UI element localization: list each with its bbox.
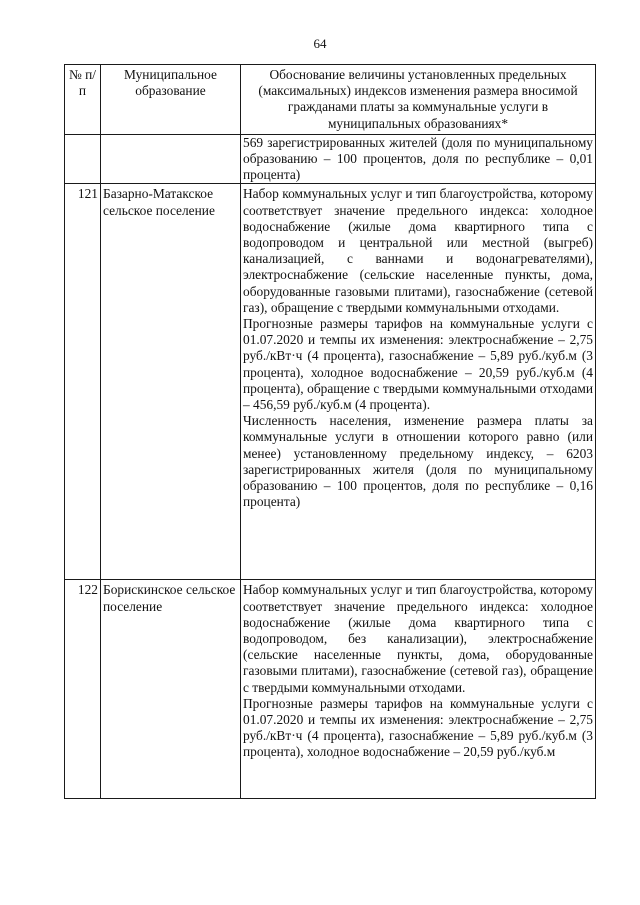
row-justification bbox=[241, 184, 596, 580]
justification-paragraph: Численность населения, изменение размера платы за коммунальные услуги в отношении которого равно (или менее) установленному предельному индексу, – 6203 зарегистрированных жителя (доля по муниципальному образованию – 100 процентов, доля по республике – 0,16 процента) bbox=[243, 413, 593, 510]
page-number: 64 bbox=[313, 36, 327, 51]
justification-paragraph: Прогнозные размеры тарифов на коммунальные услуги с 01.07.2020 и темпы их изменения: электроснабжение – 2,75 руб./кВт·ч (4 процента), газоснабжение – 5,89 руб./куб.м (3 процента), холодное водоснабжение – 20,59 руб./куб.м bbox=[243, 695, 593, 760]
row-justification bbox=[241, 134, 596, 184]
row-municipality bbox=[101, 134, 241, 184]
tariff-index-table bbox=[64, 64, 596, 799]
row-municipality: Базарно-Матакское сельское поселение bbox=[101, 184, 241, 580]
table-row bbox=[65, 580, 596, 799]
justification-paragraph: Набор коммунальных услуг и тип благоустройства, которому соответствует значение предельного индекса: холодное водоснабжение (жилые дома квартирного типа с водопроводом, без канализации), электроснабжение (сельские населенные пункты, дома, оборудованные газовыми плитами), газоснабжение (сетевой газ), обращение с твердыми коммунальными отходами. bbox=[243, 582, 593, 695]
row-justification bbox=[241, 580, 596, 799]
header-municipality: Муниципальное образование bbox=[101, 65, 241, 135]
table-row bbox=[65, 184, 596, 580]
justification-paragraph: Набор коммунальных услуг и тип благоустройства, которому соответствует значение предельного индекса: холодное водоснабжение (жилые дома квартирного типа с водопроводом и центральной или местной (выгреб) канализацией, с ваннами и водонагревателями), электроснабжение (сельские населенные пункты, дома, оборудованные газовыми плитами), газоснабжение (сетевой газ), обращение с твердыми коммунальными отходами. bbox=[243, 186, 593, 315]
row-municipality: Борискинское сельское поселение bbox=[101, 580, 241, 799]
header-justification: Обоснование величины установленных предельных (максимальных) индексов изменения размера вносимой гражданами платы за коммунальные услуги в муниципальных образованиях* bbox=[241, 65, 596, 135]
row-number bbox=[65, 134, 101, 184]
row-number: 121 bbox=[65, 184, 101, 580]
header-number: № п/п bbox=[65, 65, 101, 135]
table-header-row bbox=[65, 65, 596, 135]
justification-paragraph: Прогнозные размеры тарифов на коммунальные услуги с 01.07.2020 и темпы их изменения: электроснабжение – 2,75 руб./кВт·ч (4 процента), газоснабжение – 5,89 руб./куб.м (3 процента), холодное водоснабжение – 20,59 руб./куб.м (4 процента), обращение с твердыми коммунальными отходами – 456,59 руб./куб.м (4 процента). bbox=[243, 316, 593, 413]
justification-paragraph: 569 зарегистрированных жителей (доля по муниципальному образованию – 100 процентов, доля по республике – 0,01 процента) bbox=[243, 134, 593, 183]
row-number: 122 bbox=[65, 580, 101, 799]
table-row bbox=[65, 134, 596, 184]
